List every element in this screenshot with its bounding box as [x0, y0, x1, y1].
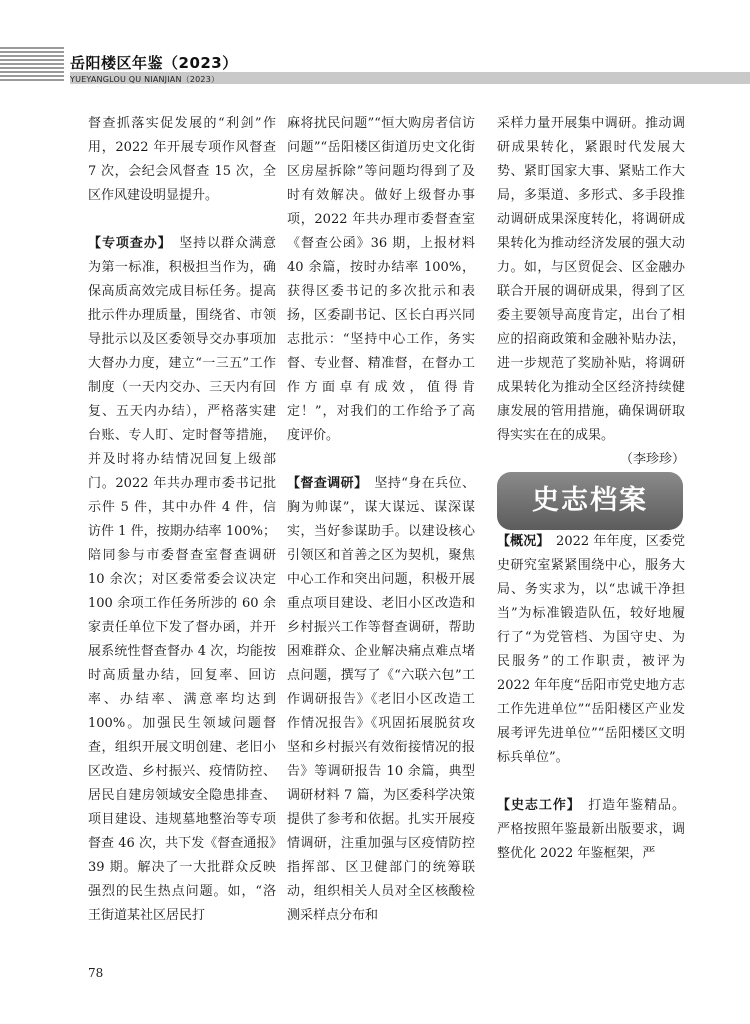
running-header-subtitle: YUEYANGLOU QU NIANJIAN（2023） [70, 75, 220, 84]
paragraph [88, 232, 276, 928]
author-signature: （李珍珍） [619, 452, 685, 467]
paragraph: 督查抓落实促发展的“利剑”作用，2022 年开展专项作风督查 7 次，会纪会风督查 15 次，全区作风建设明显提升。 [88, 116, 276, 203]
paragraph [497, 794, 685, 866]
section-heading: 【史志工作】 [497, 798, 575, 813]
text-column-middle [287, 112, 475, 928]
paragraph [497, 530, 685, 770]
paragraph-body: 坚持以群众满意为第一标准，积极担当作为，确保高质高效完成目标任务。提高批示件办理质量，围绕省、市领导批示以及区委领导交办事项加大督办力度，建立“一三五”工作制度（一天内交办、三天内有回复、五天内办结），严格落实建台账、专人盯、定时督等措施，并及时将办结情况回复上级部门。2022 年共办理市委书记批示件 5 件，其中办件 4 件，信访件 1 件，按期办结率 100%；陪同参与市委督查室督查调研 10 余次；对区委常委会议决定 100 余项工作任务所涉的 60 余家责任单位下发了督办函，并开展系统性督查督办 4 次，均能按时高质量办结，回复率、回访率、办结率、满意率均达到 100%。加强民生领域问题督查，组织开展文明创建、老旧小区改造、乡村振兴、疫情防控、居民自建房领域安全隐患排查、项目建设、违规墓地整治等专项督查 46 次，共下发《督查通报》39 期。解决了一大批群众反映强烈的民生热点问题。如，“洛王街道某社区居民打 [88, 236, 276, 923]
section-heading: 【专项查办】 [88, 236, 166, 251]
text-column-right [497, 112, 685, 866]
paragraph [287, 472, 475, 928]
section-heading: 【督查调研】 [287, 476, 361, 491]
running-header-title: 岳阳楼区年鉴（2023） [70, 54, 238, 72]
text-column-left [88, 112, 276, 928]
paragraph-spacer [88, 208, 276, 232]
paragraph-body: 打造年鉴精品。严格按照年鉴最新出版要求，调整优化 2022 年鉴框架，严 [497, 798, 685, 861]
paragraph: 麻将扰民问题”“恒大购房者信访问题”“岳阳楼区街道历史文化街区房屋拆除”等问题均得到了及时有效解决。做好上级督办事项，2022 年共办理市委督查室《督查公函》36 期，上报材料 40 余篇，按时办结率 100%，获得区委书记的多次批示和表扬，区委副书记、区长白再兴同志批示：“坚持中心工作，务实督、专业督、精准督，在督办工作方面卓有成效，值得肯定！”，对我们的工作给予了高度评价。 [287, 116, 475, 443]
section-heading: 【概况】 [497, 534, 543, 549]
paragraph-body: 坚持“身在兵位、胸为帅谋”，谋大谋远、谋深谋实，当好参谋助手。以建设核心引领区和首善之区为契机，聚焦中心工作和突出问题，积极开展重点项目建设、老旧小区改造和乡村振兴工作等督查调研，帮助困难群众、企业解决痛点难点堵点问题，撰写了《“六联六包”工作调研报告》《老旧小区改造工作情况报告》《巩固拓展脱贫攻坚和乡村振兴有效衔接情况的报告》等调研报告 10 余篇，典型调研材料 7 篇，为区委科学决策提供了参考和依据。扎实开展疫情调研，注重加强与区疫情防控指挥部、区卫健部门的统筹联动，组织相关人员对全区核酸检测采样点分布和 [287, 476, 475, 923]
section-title-banner: 史志档案 [497, 472, 683, 530]
page-number: 78 [88, 966, 104, 980]
header-stripes-decoration [0, 47, 64, 83]
paragraph: 采样力量开展集中调研。推动调研成果转化，紧跟时代发展大势、紧盯国家大事、紧贴工作大局，多渠道、多形式、多手段推动调研成果深度转化，将调研成果转化为推动经济发展的强大动力。如，与区贸促会、区金融办联合开展的调研成果，得到了区委主要领导高度肯定，出台了相应的招商政策和金融补贴办法，进一步规范了奖励补贴，将调研成果转化为推动全区经济持续健康发展的管用措施，确保调研取得实实在在的成果。 [497, 116, 685, 443]
paragraph-body: 2022 年年度，区委党史研究室紧紧围绕中心，服务大局、务实求为，以“忠诚干净担当”为标准锻造队伍，较好地履行了“为党管档、为国守史、为民服务”的工作职责，被评为 2022 年年度“岳阳市党史地方志工作先进单位”“岳阳楼区产业发展考评先进单位”“岳阳楼区文明标兵单位”。 [497, 534, 685, 765]
paragraph-spacer [287, 448, 475, 472]
paragraph-spacer [497, 770, 685, 794]
